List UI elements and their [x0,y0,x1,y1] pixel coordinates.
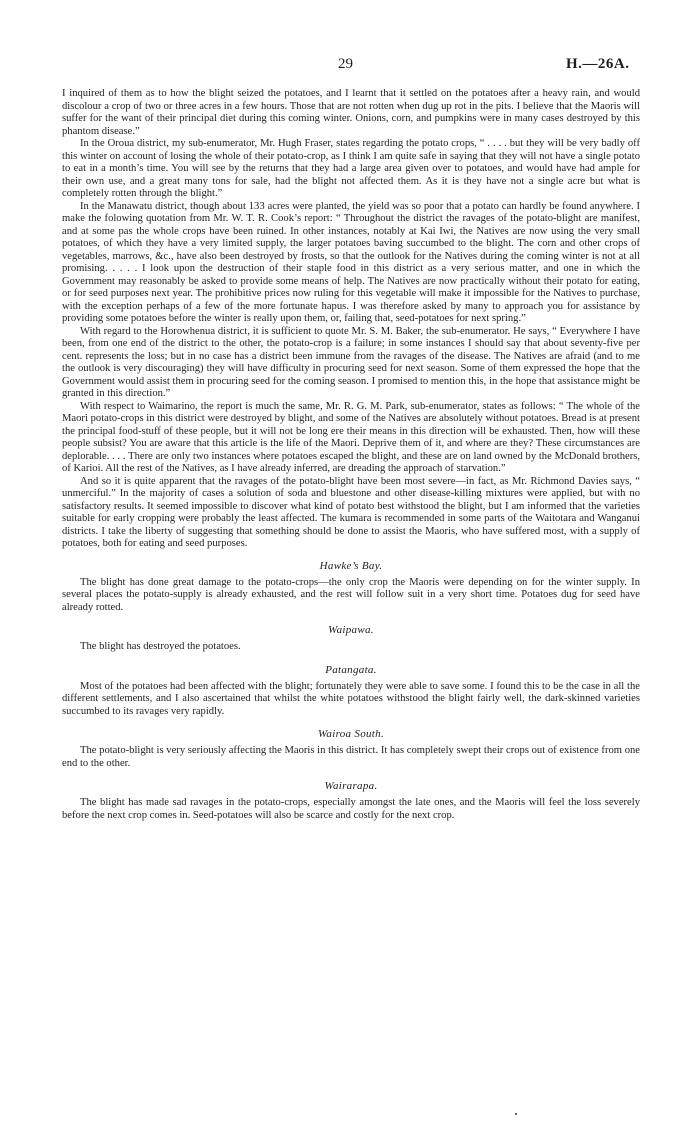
paragraph: I inquired of them as to how the blight seized the potatoes, and I learnt that it settled on the potatoes after a heavy rain, and would discolour a crop of two or three acres in a few hours. Those that are not rotten when dug up rot in the pits. I believe that the Maoris will suffer for the want of their principal diet during this coming winter. Onions, corn, and pumpkins were in many cases destroyed by this phantom disease.” [62,88,640,137]
paragraph: In the Oroua district, my sub-enumerator, Mr. Hugh Fraser, states regarding the potato crops, “ . . . . but they will be very badly off this winter on account of losing the whole of their potato-crop, as I think I am quite safe in saying that they will not have a single potato to eat in a month’s time. You will see by the returns that they had a large area given over to potatoes, and would have had ample for their own use, and a great many tons for sale, had the blight not affected them. As it is they have not a single acre but what is completely rotten through the blight.” [62,138,640,199]
section-heading: Hawke’s Bay. [319,559,383,572]
section-heading: Patangata. [325,663,377,676]
paragraph: With regard to the Horowhenua district, it is sufficient to quote Mr. S. M. Baker, the sub-enumerator. He says, “ Everywhere I have been, from one end of the district to the other, the potato-crop is a failure; in some instances I should say that about seventy-five per cent. represents the loss; but in no case has a district been immune from the ravages of the disease. The Natives are afraid (and to me the outlook is very discouraging) they will have difficulty in procuring seed for next season. Some of them expressed the hope that the Government would assist them in procuring seed for the coming season. I promised to mention this, in the hope that assistance might be granted in this direction.” [62,325,640,399]
section-paragraph: The blight has destroyed the potatoes. [80,641,241,652]
print-speck [515,1113,517,1115]
section-heading: Wairarapa. [324,780,378,792]
section-paragraph: The blight has made sad ravages in the potato-crops, especially amongst the late ones, and the Maoris will feel the loss severely before the next crop comes in. Seed-potatoes will also be scarce and costly for the next crop. [62,797,640,821]
document-body [62,88,640,822]
paragraph: With respect to Waimarino, the report is much the same, Mr. R. G. M. Park, sub-enumerator, states as follows: “ The whole of the Maori potato-crops in this district were destroyed by blight, and some of the Natives are absolutely without potatoes. Bread is at present the principal food-stuff of these people, but it will not be long ere their means in this direction will be exhausted. Then, how will these people subsist? You are aware that this article is the life of the Maori. Deprive them of it, and where are they? These circumstances are deplorable. . . . There are only two instances where potatoes escaped the blight, and these are on land owned by the McDonald brothers, of Karioi. All the rest of the Natives, as I have already inferred, are dreading the approach of starvation.” [62,400,640,474]
section-heading: Waipawa. [328,624,374,636]
section-heading: Wairoa South. [317,728,385,740]
paragraph: In the Manawatu district, though about 133 acres were planted, the yield was so poor that a potato can hardly be found anywhere. I make the folowing quotation from Mr. W. T. R. Cook’s report: “ Throughout the district the ravages of the potato-blight are manifest, and at some pas the whole crops have been ruined. In other instances, notably at Kai Iwi, the Natives are now using the very small potatoes, of which they have a very limited supply, the larger potatoes baving succumbed to the blight. The corn and other crops of vegetables, marrows, &c., have also been destroyed by frosts, so that the outlook for the Natives during the coming winter is not at all promising. . . . . I look upon the destruction of their staple food in this district as a very serious matter, and one in which the Government may reasonably be asked to provide some means of help. The Natives are now practically without their potato for eating, or for seed purposes next year. The prohibitive prices now ruling for this vegetable will make it impossible for the Natives to purchase, with the exception perhaps of a few of the more fortunate hapus. I was therefore asked by many to approach you for assistance by providing some potatoes before the winter is really upon them, or, failing that, seed-potatoes for next spring.” [62,200,640,324]
section-paragraph: The potato-blight is very seriously affecting the Maoris in this district. It has completely swept their crops out of existence from one end to the other. [62,745,640,769]
document-reference: H.—26A. [566,56,630,72]
section-paragraph: Most of the potatoes had been affected with the blight; fortunately they were able to save some. I found this to be the case in all the different settlements, and I also ascertained that whilst the white potatoes withstood the blight fairly well, the dark-skinned varieties succumbed to its ravages very rapidly. [62,680,640,717]
paragraph: And so it is quite apparent that the ravages of the potato-blight have been most severe—in fact, as Mr. Richmond Davies says, “ unmerciful.” In the majority of cases a solution of soda and bluestone and other disease-killing mixtures were applied, but with no satisfactory results. It seemed impossible to discover what kind of potato best withstood the blight, but I am informed that the varieties suitable for early cropping were probably the least affected. The kumara is recommended in some parts of the Waitotara and Wanganui districts. I take the liberty of suggesting that something should be done to assist the Maoris, who have suffered most, with a supply of potatoes, both for eating and seed purposes. [62,475,640,549]
section-paragraph: The blight has done great damage to the potato-crops—the only crop the Maoris were depending on for the winter supply. In several places the potato-supply is already exhausted, and the rest will follow suit in a very short time. Potatoes dug for seed have already rotted. [62,576,640,613]
page-number: 29 [338,56,353,72]
